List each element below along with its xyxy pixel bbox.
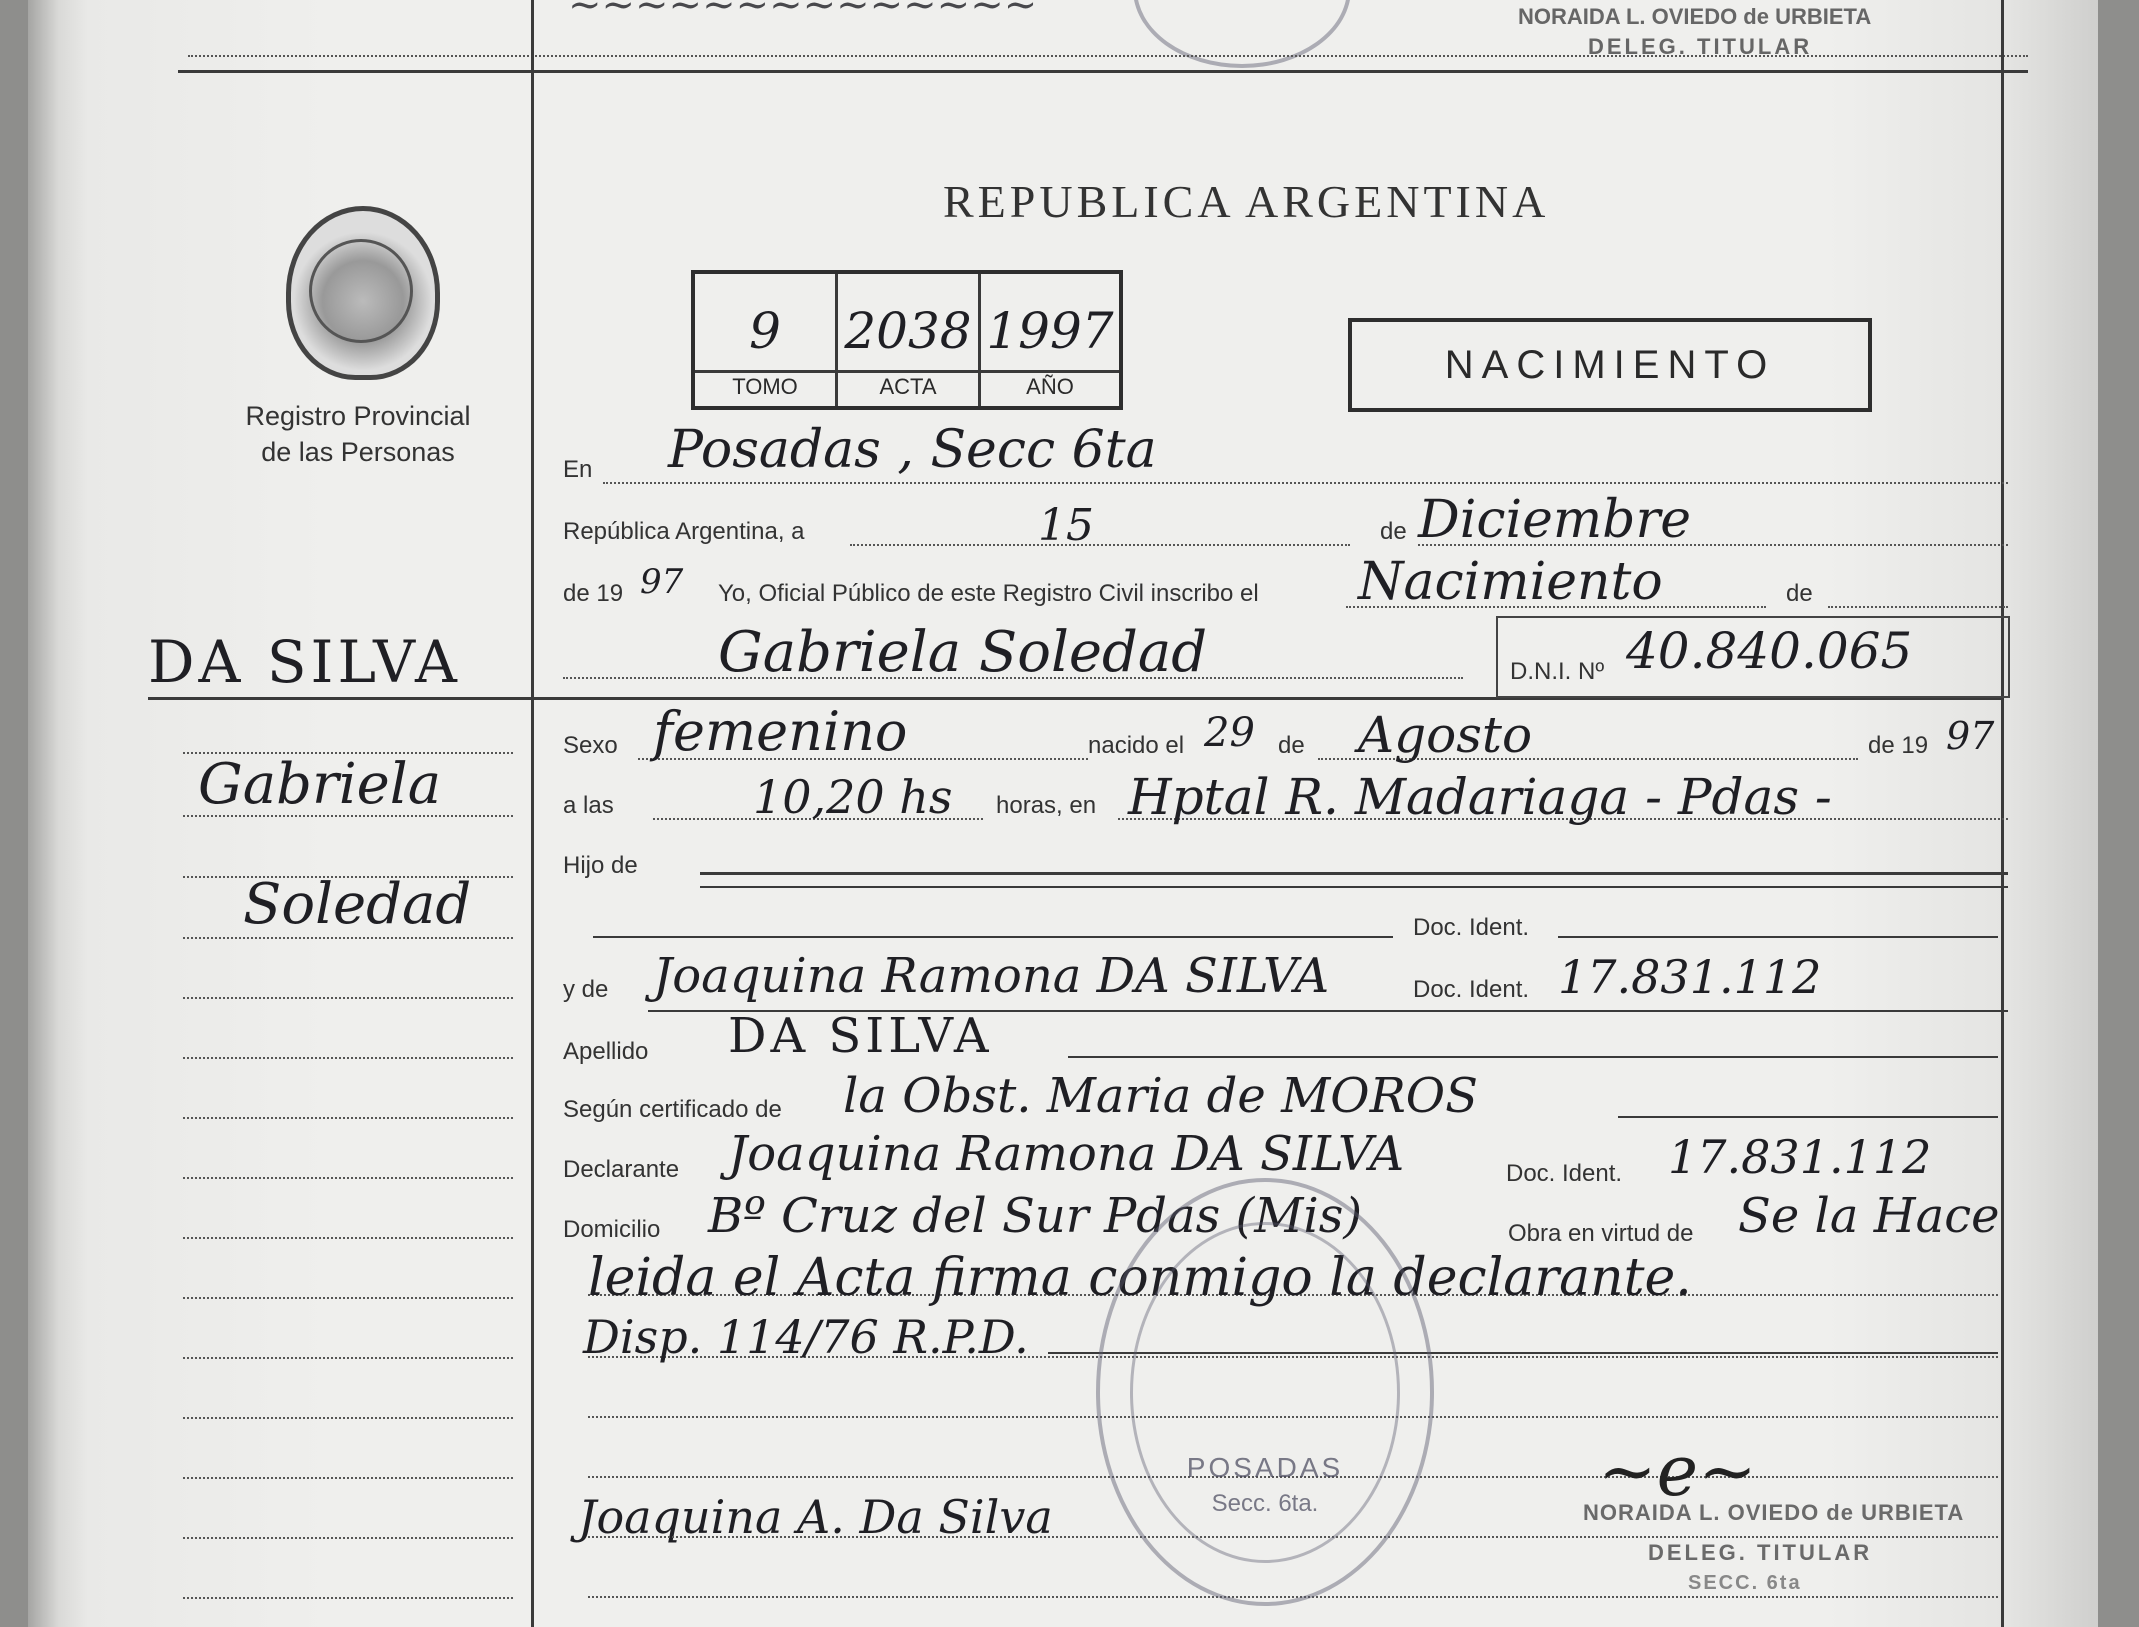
acta-label: ACTA [879, 374, 937, 399]
right-border [2001, 0, 2004, 1627]
document-page [28, 0, 2098, 1627]
declarant-signature: Joaquina A. Da Silva [578, 1490, 1053, 1544]
nombre-value: Gabriela Soledad [718, 620, 1208, 685]
label-doc-ident-3: Doc. Ident. [1506, 1160, 1623, 1187]
label-horas-en: horas, en [996, 792, 1097, 819]
dia-value: 15 [1038, 500, 1094, 551]
margin-surname: DA SILVA [148, 628, 461, 696]
label-y-de: y de [563, 976, 609, 1003]
tomo-value: 9 [749, 302, 781, 360]
province-seal-icon [286, 206, 440, 380]
margin-name-2: Soledad [243, 872, 472, 937]
declarante-doc-value: 17.831.112 [1668, 1130, 1932, 1184]
observacion-2: Disp. 114/76 R.P.D. [583, 1310, 1029, 1364]
label-dni: D.N.I. Nº [1510, 658, 1605, 685]
mes-value: Diciembre [1418, 490, 1692, 550]
mes-nac-value: Agosto [1358, 706, 1533, 764]
lugar-nac-value: Hptal R. Madariaga - Pdas - [1128, 768, 1832, 826]
record-grid [691, 270, 1123, 410]
official-secc: SECC. 6ta [1688, 1572, 1802, 1594]
official-signature: ~e~ [1598, 1430, 1757, 1512]
obra-value: Se la Hace [1738, 1188, 2000, 1244]
label-apellido: Apellido [563, 1038, 649, 1065]
page-binding [28, 0, 58, 1627]
top-rule [178, 70, 2028, 73]
acta-value: 2038 [844, 302, 972, 360]
lugar-value: Posadas , Secc 6ta [668, 420, 1157, 480]
previous-official-name: NORAIDA L. OVIEDO de URBIETA [1518, 4, 1872, 29]
certificado-value: la Obst. Maria de MOROS [843, 1068, 1478, 1124]
label-de-19: de 19 [563, 580, 624, 607]
padre-void-line [700, 872, 2008, 875]
label-republica: República Argentina, a [563, 518, 805, 545]
declarante-value: Joaquina Ramona DA SILVA [728, 1126, 1405, 1182]
label-sexo: Sexo [563, 732, 618, 759]
observacion-1: leida el Acta firma conmigo la declarante. [588, 1248, 1692, 1308]
acta-type: NACIMIENTO [1444, 342, 1776, 387]
label-a-las: a las [563, 792, 614, 819]
label-obra: Obra en virtud de [1508, 1220, 1694, 1247]
anio-inscr-value: 97 [640, 562, 684, 602]
stamp-secc: Secc. 6ta. [1211, 1490, 1319, 1517]
madre-doc-value: 17.831.112 [1558, 950, 1822, 1004]
hora-value: 10,20 hs [753, 770, 953, 824]
acto-value: Nacimiento [1358, 552, 1663, 612]
dni-value: 40.840.065 [1626, 622, 1913, 680]
anio-label: AÑO [1026, 374, 1074, 399]
apellido-value: DA SILVA [728, 1008, 993, 1064]
label-de-3: de [1278, 732, 1305, 759]
label-doc-ident-1: Doc. Ident. [1413, 914, 1530, 941]
anio-nac-value: 97 [1946, 714, 1995, 758]
label-de-2: de [1786, 580, 1813, 607]
label-de: de [1380, 518, 1407, 545]
madre-value: Joaquina Ramona DA SILVA [653, 948, 1330, 1004]
previous-signature: ~~~~~~~~~~~~~~ [568, 0, 1038, 28]
label-yo: Yo, Oficial Público de este Registro Civil inscribo el [718, 580, 1259, 607]
label-segun: Según certificado de [563, 1096, 782, 1123]
sexo-value: femenino [653, 700, 908, 763]
country-title: REPUBLICA ARGENTINA [943, 176, 1550, 227]
anio-value: 1997 [986, 302, 1114, 360]
dni-box [1496, 616, 2010, 698]
official-name: NORAIDA L. OVIEDO de URBIETA [1583, 1500, 1965, 1525]
label-declarante: Declarante [563, 1156, 680, 1183]
tomo-label: TOMO [732, 374, 798, 399]
official-role: DELEG. TITULAR [1648, 1540, 1873, 1565]
label-domicilio: Domicilio [563, 1216, 661, 1243]
label-de19: de 19 [1868, 732, 1929, 759]
dia-nac-value: 29 [1204, 710, 1255, 756]
acta-type-box [1348, 318, 1872, 412]
label-hijo-de: Hijo de [563, 852, 638, 879]
registry-stamp [1096, 1178, 1434, 1606]
label-en: En [563, 456, 593, 483]
margin-divider [531, 0, 534, 1627]
registry-name: Registro Provincial de las Personas [245, 401, 471, 467]
margin-name-1: Gabriela [198, 752, 442, 817]
stamp-city: POSADAS [1186, 1452, 1344, 1483]
domicilio-value: Bº Cruz del Sur Pdas (Mis) [708, 1188, 1363, 1244]
label-nacido: nacido el [1088, 732, 1185, 759]
previous-official-role: DELEG. TITULAR [1588, 34, 1813, 59]
label-doc-ident-2: Doc. Ident. [1413, 976, 1530, 1003]
previous-stamp [1133, 0, 1351, 68]
